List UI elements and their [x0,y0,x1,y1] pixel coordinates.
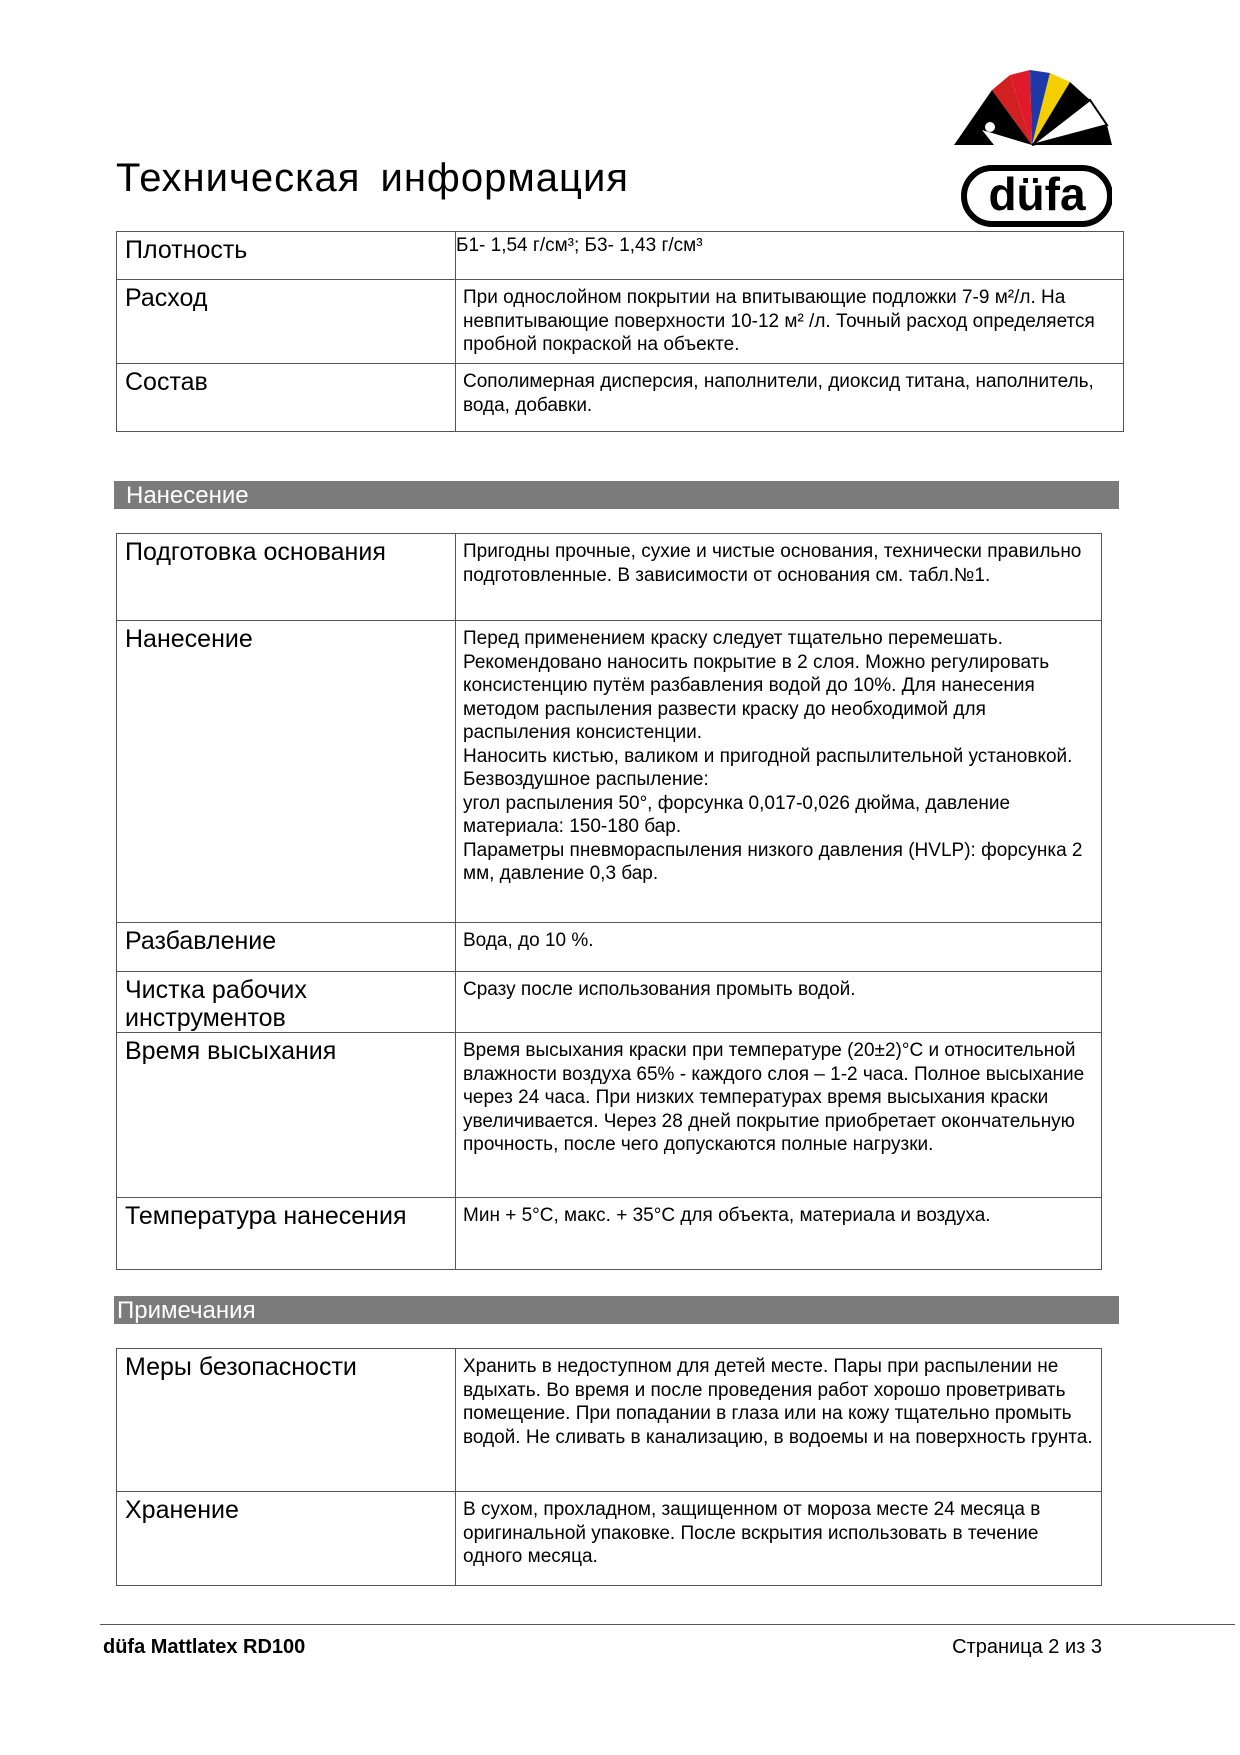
row-value: Пригодны прочные, сухие и чистые основания, технически правильно подготовленные. В зависимости от основания см. табл.№1. [456,534,1102,621]
row-value: Время высыхания краски при температуре (20±2)°С и относительной влажности воздуха 65% - каждого слоя – 1-2 часа. Полное высыхание через 24 часа. При низких температурах время высыхания краски увеличивается. Через 28 дней покрытие приобретает окончательную прочность, после чего допускаются полные нагрузки. [456,1033,1102,1198]
section-header-notes: Примечания [114,1296,1119,1324]
row-value: Сополимерная дисперсия, наполнители, диоксид титана, наполнитель, вода, добавки. [456,364,1124,432]
notes-table [116,1348,1102,1586]
table-row [117,1349,1102,1492]
page-title: Техническая информация [116,156,629,200]
table-row [117,972,1102,1033]
row-value: Вода, до 10 %. [456,923,1102,972]
row-value: При однослойном покрытии на впитывающие подложки 7-9 м²/л. На невпитывающие поверхности 10-12 м² /л. Точный расход определяется пробной покраской на объекте. [456,280,1124,364]
table-row [117,534,1102,621]
section-header-application: Нанесение [114,481,1119,509]
row-value: Перед применением краску следует тщательно перемешать. Рекомендовано наносить покрытие в 2 слоя. Можно регулировать консистенцию путём разбавления водой до 10%. Для нанесения методом распыления развести краску до необходимой для распыления консистенции. Наносить кистью, валиком и пригодной распылительной установкой. Безвоздушное распыление: угол распыления 50°, форсунка 0,017-0,026 дюйма, давление материала: 150-180 бар. Параметры пневмораспыления низкого давления (HVLP): форсунка 2 мм, давление 0,3 бар. [456,621,1102,923]
footer-divider [100,1624,1235,1625]
row-value: Сразу после использования промыть водой. [456,972,1102,1033]
table-row [117,1198,1102,1270]
row-label: Меры безопасности [117,1349,456,1492]
row-label: Подготовка основания [117,534,456,621]
footer-page-number: Страница 2 из 3 [952,1636,1102,1658]
row-label: Время высыхания [117,1033,456,1198]
row-label: Плотность [117,232,456,280]
table-row [117,923,1102,972]
row-label: Хранение [117,1492,456,1586]
row-label: Температура нанесения [117,1198,456,1270]
properties-table [116,231,1124,432]
row-value: В сухом, прохладном, защищенном от мороза месте 24 месяца в оригинальной упаковке. После вскрытия использовать в течение одного месяца. [456,1492,1102,1586]
footer-product: düfa Mattlatex RD100 [103,1636,306,1658]
row-label: Разбавление [117,923,456,972]
table-row [117,1033,1102,1198]
row-value: Хранить в недоступном для детей месте. Пары при распылении не вдыхать. Во время и после проведения работ хорошо проветривать помещение. При попадании в глаза или на кожу тщательно промыть водой. Не сливать в канализацию, в водоемы и на поверхность грунта. [456,1349,1102,1492]
table-row [117,1492,1102,1586]
table-row [117,280,1124,364]
table-row [117,364,1124,432]
dufa-logo [952,70,1112,228]
table-row [117,232,1124,280]
table-row [117,621,1102,923]
logo-wordmark: düfa [988,168,1086,220]
row-value: Мин + 5°С, макс. + 35°С для объекта, материала и воздуха. [456,1198,1102,1270]
application-table [116,533,1102,1270]
row-value: Б1- 1,54 г/см³; Б3- 1,43 г/см³ [456,232,1124,280]
row-label: Нанесение [117,621,456,923]
row-label: Расход [117,280,456,364]
row-label: Чистка рабочих инструментов [117,972,456,1033]
fan-logo-icon [954,70,1112,145]
row-label: Состав [117,364,456,432]
